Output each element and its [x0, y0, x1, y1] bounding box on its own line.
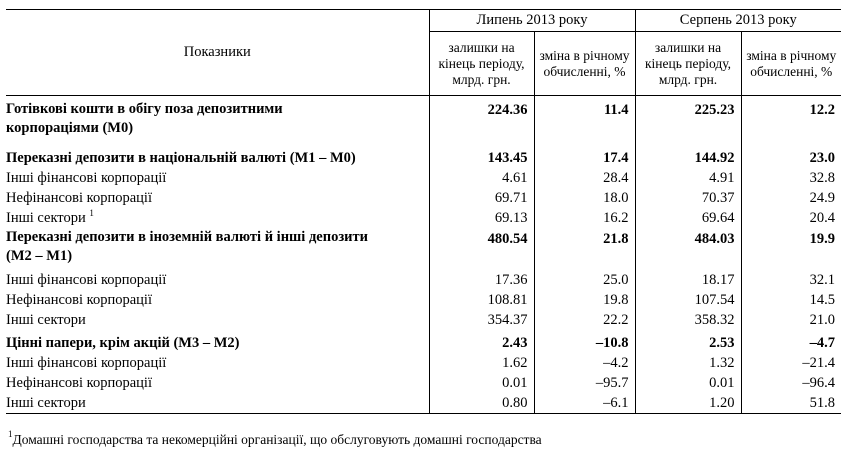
footnote-mark: 1 — [89, 207, 94, 218]
cell-value: 69.71 — [429, 188, 534, 208]
cell-value: 18.0 — [534, 188, 635, 208]
cell-value: 2.53 — [635, 330, 741, 353]
cell-value: 24.9 — [741, 188, 841, 208]
row-label: Інші фінансові корпорації — [6, 169, 167, 186]
cell-value: 0.80 — [429, 393, 534, 414]
table-row — [6, 168, 841, 188]
row-label: Інші фінансові корпорації — [6, 271, 167, 288]
cell-value: 19.9 — [741, 228, 841, 266]
cell-value: 0.01 — [635, 373, 741, 393]
cell-value: 225.23 — [635, 96, 741, 143]
cell-value: 144.92 — [635, 142, 741, 168]
cell-value: 17.4 — [534, 142, 635, 168]
cell-value: 4.61 — [429, 168, 534, 188]
cell-value: 358.32 — [635, 310, 741, 330]
cell-value: 32.1 — [741, 266, 841, 290]
cell-value: 18.17 — [635, 266, 741, 290]
cell-value: 480.54 — [429, 228, 534, 266]
table-row — [6, 266, 841, 290]
table-row — [6, 96, 841, 143]
row-label: Інші сектори $^1$ — [6, 207, 94, 226]
monetary-aggregates-table — [6, 9, 841, 414]
cell-value: 23.0 — [741, 142, 841, 168]
table-row — [6, 373, 841, 393]
subheader-balance-august: залишки на кінець періоду, млрд. грн. — [635, 32, 741, 96]
cell-value: –4.7 — [741, 330, 841, 353]
cell-value: 108.81 — [429, 290, 534, 310]
cell-value: –10.8 — [534, 330, 635, 353]
table-row — [6, 353, 841, 373]
table-row — [6, 290, 841, 310]
row-label-m2: Переказні депозити в іноземній валюті й інші депозити (М2 – М1) — [6, 229, 368, 264]
row-label: Нефінансові корпорації — [6, 291, 152, 308]
subheader-balance-july: залишки на кінець періоду, млрд. грн. — [429, 32, 534, 96]
cell-value: 28.4 — [534, 168, 635, 188]
cell-value: –95.7 — [534, 373, 635, 393]
row-label: Інші сектори — [6, 311, 86, 328]
row-label-m3: Цінні папери, крім акцій (М3 – М2) — [6, 334, 240, 351]
cell-value: 69.64 — [635, 208, 741, 228]
cell-value: 0.01 — [429, 373, 534, 393]
cell-value: 1.62 — [429, 353, 534, 373]
cell-value: –4.2 — [534, 353, 635, 373]
row-label-m0: Готівкові кошти в обігу поза депозитними корпораціями (М0) — [6, 101, 283, 136]
cell-value: 143.45 — [429, 142, 534, 168]
cell-value: 22.2 — [534, 310, 635, 330]
cell-value: 25.0 — [534, 266, 635, 290]
cell-value: 107.54 — [635, 290, 741, 310]
table-row — [6, 208, 841, 228]
cell-value: 2.43 — [429, 330, 534, 353]
cell-value: –96.4 — [741, 373, 841, 393]
subheader-change-august: зміна в річному обчисленні, % — [741, 32, 841, 96]
cell-value: 19.8 — [534, 290, 635, 310]
indicator-header: Показники — [6, 10, 429, 96]
cell-value: –21.4 — [741, 353, 841, 373]
cell-value: 1.20 — [635, 393, 741, 414]
subheader-change-july: зміна в річному обчисленні, % — [534, 32, 635, 96]
footnote-text: Домашні господарства та некомерційні організації, що обслуговують домашні господарства — [12, 432, 542, 447]
table-row — [6, 310, 841, 330]
row-label-m1: Переказні депозити в національній валюті (М1 – М0) — [6, 149, 356, 166]
cell-value: 14.5 — [741, 290, 841, 310]
row-label: Інші фінансові корпорації — [6, 354, 167, 371]
table-row — [6, 188, 841, 208]
row-label: Нефінансові корпорації — [6, 374, 152, 391]
cell-value: 17.36 — [429, 266, 534, 290]
table-row — [6, 393, 841, 414]
cell-value: 69.13 — [429, 208, 534, 228]
footnote — [8, 429, 542, 448]
cell-value: 484.03 — [635, 228, 741, 266]
cell-value: 20.4 — [741, 208, 841, 228]
cell-value: –6.1 — [534, 393, 635, 414]
table-row — [6, 330, 841, 353]
period-header-july: Липень 2013 року — [429, 10, 635, 32]
table-row — [6, 228, 841, 266]
footnote-mark: 1 — [8, 429, 13, 439]
cell-value: 12.2 — [741, 96, 841, 143]
cell-value: 11.4 — [534, 96, 635, 143]
cell-value: 51.8 — [741, 393, 841, 414]
cell-value: 4.91 — [635, 168, 741, 188]
cell-value: 354.37 — [429, 310, 534, 330]
row-label: Інші сектори — [6, 393, 429, 414]
cell-value: 16.2 — [534, 208, 635, 228]
row-label: Нефінансові корпорації — [6, 189, 152, 206]
cell-value: 224.36 — [429, 96, 534, 143]
table-row — [6, 142, 841, 168]
cell-value: 32.8 — [741, 168, 841, 188]
cell-value: 70.37 — [635, 188, 741, 208]
period-header-august: Серпень 2013 року — [635, 10, 841, 32]
cell-value: 21.0 — [741, 310, 841, 330]
cell-value: 21.8 — [534, 228, 635, 266]
cell-value: 1.32 — [635, 353, 741, 373]
